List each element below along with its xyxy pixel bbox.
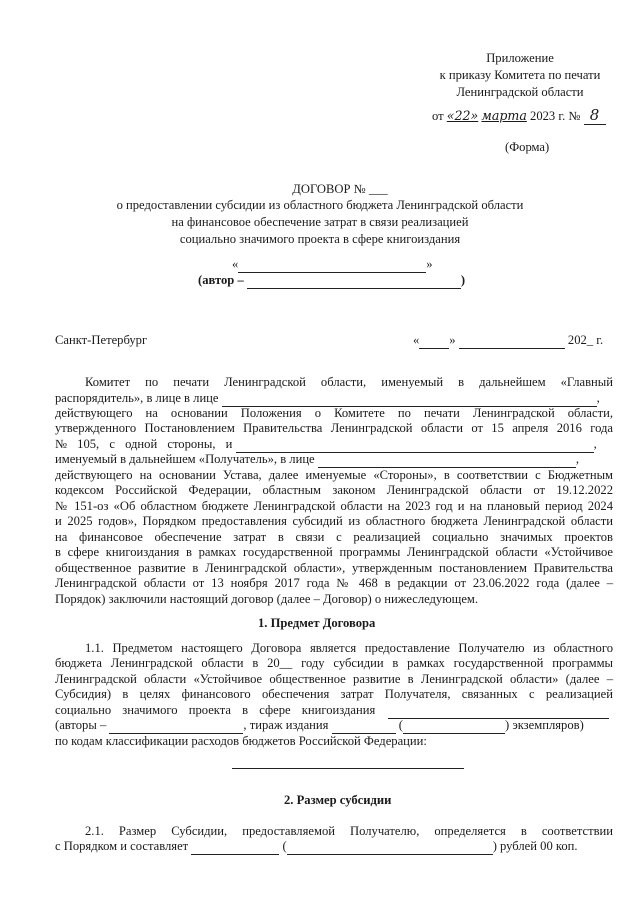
author-line: [247, 273, 461, 289]
section2-line-0: 2.1. Размер Субсидии, предоставляемой Получателю, определяется в соответствии: [85, 824, 613, 838]
preamble-line-0: Комитет по печати Ленинградской области, именуемый в дальнейшем «Главный: [85, 375, 613, 389]
appendix-date: от «22» марта 2023 г. № 8: [432, 106, 606, 125]
contract-subtitle: о предоставлении субсидии из областного бюджета Ленинградской области на финансовое обеспечение затрат в связи реализацией социально значимого проекта в сфере книгоиздания: [116, 198, 524, 246]
preamble-line-1: распорядитель», в лице в лице ,: [55, 391, 600, 405]
budget-code-line: [232, 768, 464, 769]
appendix-line3: Ленинградской области: [456, 85, 584, 99]
preamble-line-10: на финансовое обеспечение затрат в связи с реализацией социально значимых проектов: [55, 530, 613, 544]
form-label: (Форма): [505, 140, 550, 154]
appendix-title: Приложение: [486, 51, 554, 65]
section1-line-4: социально значимого проекта в сфере книгоиздания: [55, 703, 609, 719]
section1-heading: 1. Предмет Договора: [258, 616, 376, 630]
preamble-line-7: кодексом Российской Федерации, областным законом Ленинградской области от 19.12.2022: [55, 483, 613, 497]
preamble-line-11: в сфере книгоиздания в рамках государственной программы Ленинградской области «Устойчивое: [55, 545, 613, 559]
section1-line-3: Субсидия) в целях финансового обеспечения затрат Получателя, связанных с реализацией: [55, 687, 613, 701]
project-name-field: « »: [232, 257, 433, 271]
preamble-line-13: Ленинградской области от 13 ноября 2017 года № 468 в редакции от 23.06.2022 года (далее –: [55, 576, 613, 590]
preamble-line-2: действующего на основании Положения о Комитете по печати Ленинградской области,: [55, 406, 613, 420]
date-number: 8: [584, 106, 606, 125]
author-field: (автор – ): [198, 273, 466, 287]
project-name-line: [238, 257, 426, 273]
section1-line-6: по кодам классификации расходов бюджетов Российской Федерации:: [55, 734, 427, 748]
section1-line-1: бюджета Ленинградской области в 20__ году субсидии в рамках государственной программы: [55, 656, 613, 670]
date-month: марта: [481, 108, 527, 123]
city: Санкт-Петербург: [55, 333, 148, 347]
preamble-line-8: № 151-оз «Об областном бюджете Ленинградской области на 2023 год и на плановый период 2024: [55, 499, 613, 513]
contract-title: ДОГОВОР № ___: [292, 182, 388, 196]
section2-heading: 2. Размер субсидии: [284, 793, 392, 807]
preamble-line-3: утвержденного Постановлением Правительства Ленинградской области от 15 апреля 2016 года: [55, 421, 613, 435]
preamble-line-5: именуемый в дальнейшем «Получатель», в лице ,: [55, 452, 579, 466]
section1-line-5: (авторы – , тираж издания ( ) экземпляров): [55, 718, 584, 732]
contract-date-field: « » 202_ г.: [413, 333, 604, 347]
date-day: «22»: [446, 108, 479, 123]
preamble-line-4: № 105, с одной стороны, и ,: [55, 437, 597, 451]
section1-line-2: Ленинградской области «Устойчивое общественное развитие в Ленинградской области» (далее –: [55, 672, 613, 686]
preamble-line-6: действующего на основании Устава, далее именуемые «Стороны», в соответствии с Бюджетным: [55, 468, 613, 482]
appendix-line2: к приказу Комитета по печати: [439, 68, 601, 82]
section1-line-0: 1.1. Предметом настоящего Договора является предоставление Получателю из областного: [85, 641, 613, 655]
preamble-line-14: Порядок) заключили настоящий договор (далее – Договор) о нижеследующем.: [55, 592, 479, 606]
preamble-line-9: и 2025 годов», Порядком предоставления субсидий из областного бюджета Ленинградской области: [55, 514, 613, 528]
section2-line-1: с Порядком и составляет ( ) рублей 00 коп.: [55, 839, 578, 853]
appendix-block: [420, 50, 620, 101]
preamble-line-12: общественное развитие в Ленинградской области», утвержденным постановлением Правительства: [55, 561, 613, 575]
